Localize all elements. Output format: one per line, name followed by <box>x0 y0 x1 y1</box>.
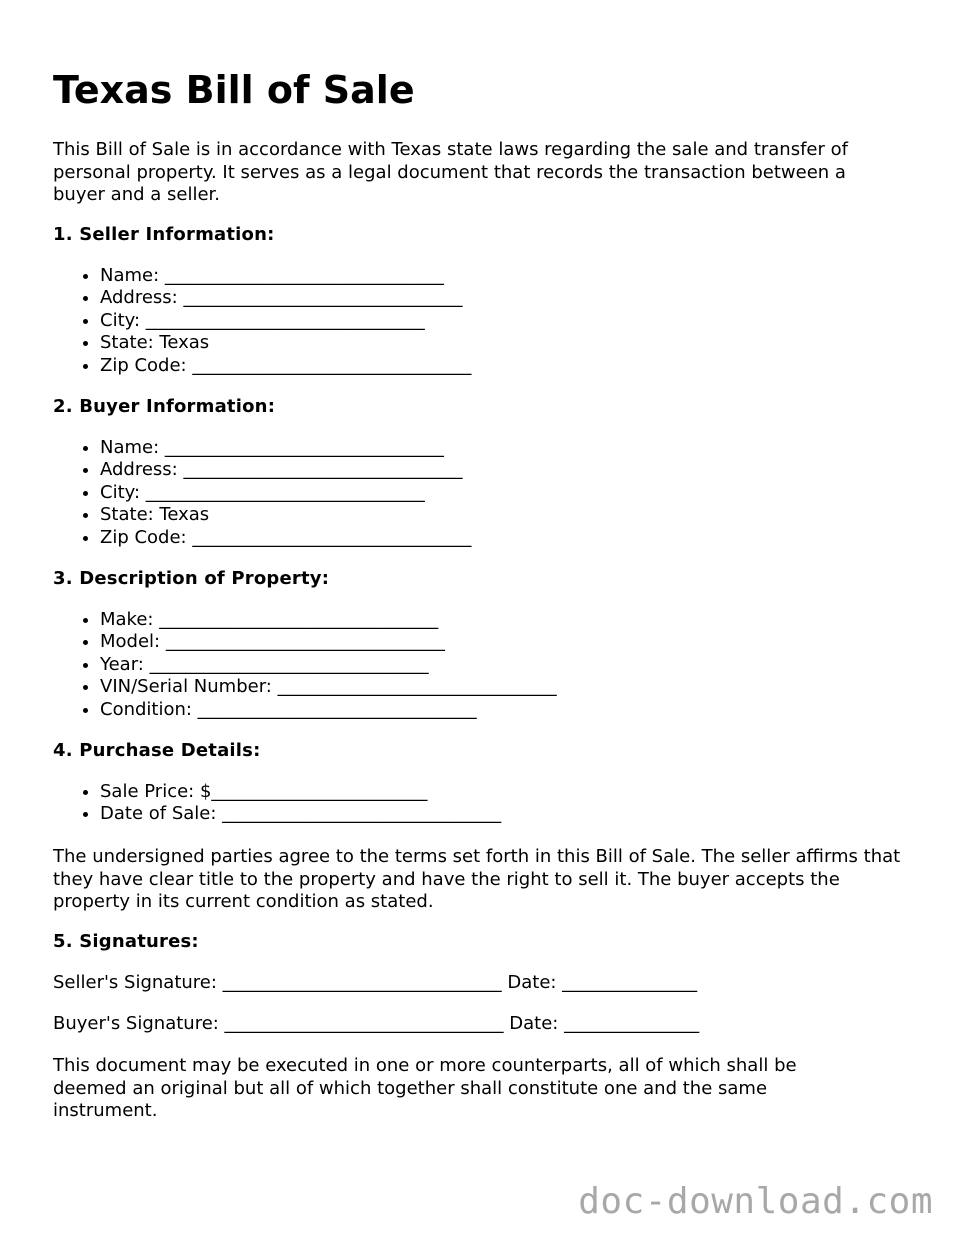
property-model-field: • Model: _______________________________ <box>100 631 557 653</box>
signatures-section-heading: 5. Signatures: <box>53 931 199 952</box>
buyer-section-heading: 2. Buyer Information: <box>53 396 276 417</box>
seller-section-heading: 1. Seller Information: <box>53 224 275 245</box>
property-year-field: • Year: _______________________________ <box>100 654 557 676</box>
agreement-paragraph: The undersigned parties agree to the terms set forth in this Bill of Sale. The seller affirms that they have clear title to the property and have the right to sell it. The buyer accepts the property in its current condition as stated. <box>53 846 901 912</box>
seller-signature-line: Seller's Signature: _______________________________ Date: _______________ <box>53 972 698 993</box>
seller-zip-field: • Zip Code: _______________________________ <box>100 355 471 377</box>
seller-name-field: • Name: _______________________________ <box>100 265 471 287</box>
purchase-field-list <box>53 781 501 826</box>
property-vin-field: • VIN/Serial Number: _______________________________ <box>100 676 557 698</box>
purchase-section-heading: 4. Purchase Details: <box>53 740 261 761</box>
buyer-city-field: • City: _______________________________ <box>100 482 471 504</box>
property-condition-field: • Condition: _______________________________ <box>100 699 557 721</box>
buyer-address-field: • Address: _______________________________ <box>100 459 471 481</box>
seller-field-list <box>53 265 471 377</box>
intro-paragraph: This Bill of Sale is in accordance with Texas state laws regarding the sale and transfer of personal property. It serves as a legal document that records the transaction between a buyer and a seller. <box>53 139 848 205</box>
buyer-zip-field: • Zip Code: _______________________________ <box>100 527 471 549</box>
property-section-heading: 3. Description of Property: <box>53 568 330 589</box>
seller-city-field: • City: _______________________________ <box>100 310 471 332</box>
buyer-field-list <box>53 437 471 549</box>
sale-price-field: • Sale Price: $________________________ <box>100 781 501 803</box>
buyer-name-field: • Name: _______________________________ <box>100 437 471 459</box>
sale-date-field: • Date of Sale: _______________________________ <box>100 803 501 825</box>
seller-state-field: • State: Texas <box>100 332 471 354</box>
document-title: Texas Bill of Sale <box>53 68 415 112</box>
property-make-field: • Make: _______________________________ <box>100 609 557 631</box>
closing-paragraph: This document may be executed in one or more counterparts, all of which shall be deemed an original but all of which together shall constitute one and the same instrument. <box>53 1055 797 1121</box>
property-field-list <box>53 609 557 721</box>
buyer-signature-line: Buyer's Signature: _______________________________ Date: _______________ <box>53 1013 700 1034</box>
watermark-text: doc-download.com <box>578 1181 933 1222</box>
buyer-state-field: • State: Texas <box>100 504 471 526</box>
seller-address-field: • Address: _______________________________ <box>100 287 471 309</box>
